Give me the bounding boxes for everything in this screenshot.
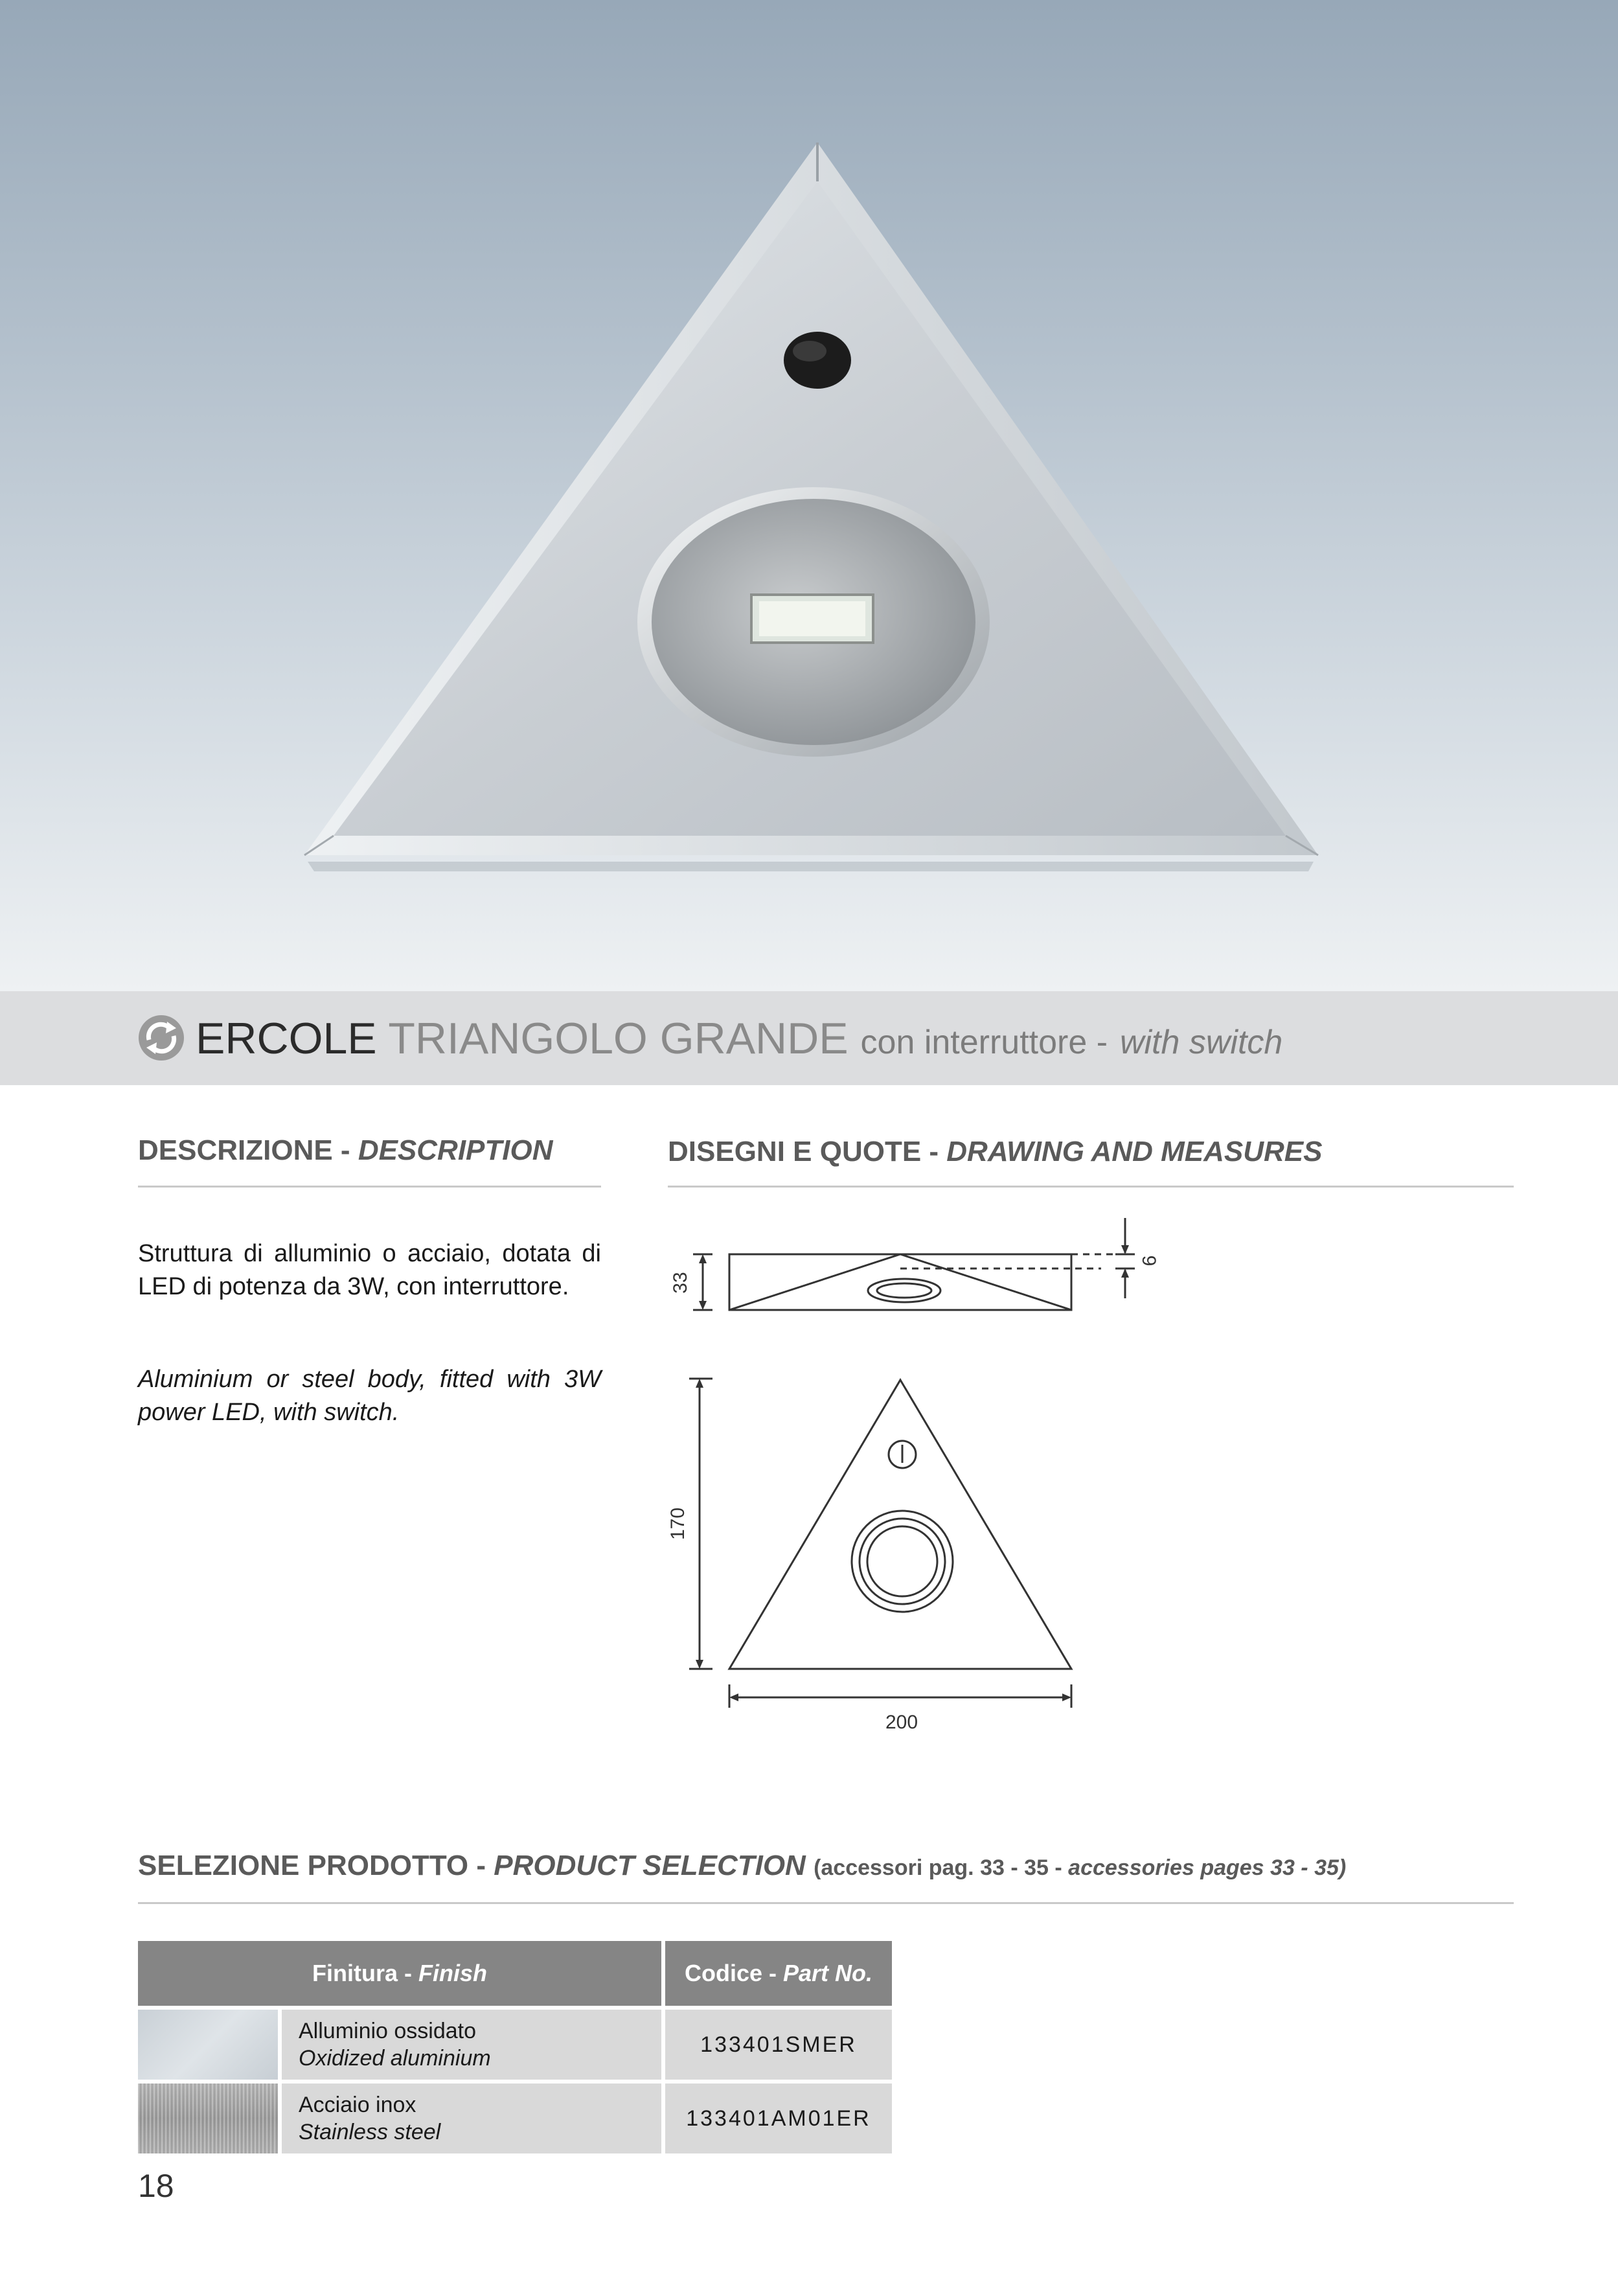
column-header-finish [138,1941,661,2006]
description-rule [138,1186,601,1188]
drawing-rule [668,1186,1514,1188]
dim-width-label: 200 [885,1712,918,1733]
finish-swatch-stainless [138,2084,278,2153]
product-table [134,1937,896,2157]
description-heading-en: DESCRIPTION [358,1134,553,1166]
column-header-code [665,1941,892,2006]
table-row [138,2084,892,2153]
finish-name-en: Oxidized aluminium [299,2046,491,2071]
description-heading-it: DESCRIZIONE - [138,1134,350,1166]
product-photo [0,0,1618,991]
finish-cell [282,2084,661,2153]
top-view-outline [729,1380,1071,1669]
product-title [196,1009,1282,1072]
dim-depth-label: 170 [667,1507,689,1541]
drawing-heading-it: DISEGNI E QUOTE - [668,1136,939,1167]
selection-heading-it: SELEZIONE PRODOTTO - [138,1850,486,1881]
title-band [0,991,1618,1085]
column-header-code-it: Codice - [684,1960,777,1986]
title-brand: ERCOLE [196,1014,377,1063]
drawing-heading [668,1134,1322,1170]
finish-swatch-aluminium [138,2010,278,2080]
dim-offset-label: 9 [1138,1255,1159,1267]
technical-drawing [648,1205,1179,1749]
drawing-heading-en: DRAWING AND MEASURES [946,1136,1323,1167]
finish-cell [282,2010,661,2080]
column-header-finish-it: Finitura - [312,1960,412,1986]
description-heading [138,1132,553,1169]
column-header-code-en: Part No. [783,1960,873,1986]
page-number: 18 [138,2168,174,2204]
table-row [138,2010,892,2080]
description-text-en: Aluminium or steel body, fitted with 3W power LED, with switch. [138,1366,601,1426]
selection-heading [138,1848,1346,1886]
part-number-cell: 133401SMER [665,2010,892,2080]
part-number-cell: 133401AM01ER [665,2084,892,2153]
title-it: con interruttore - [860,1024,1108,1061]
title-model: TRIANGOLO GRANDE [388,1014,849,1063]
recycle-arrows-icon [137,1014,185,1062]
selection-rule [138,1902,1514,1904]
column-header-finish-en: Finish [418,1960,487,1986]
finish-name-it: Acciaio inox [299,2093,416,2117]
finish-name-en: Stainless steel [299,2120,441,2144]
title-en: with switch [1119,1024,1283,1061]
selection-heading-en: PRODUCT SELECTION [494,1850,806,1881]
finish-name-it: Alluminio ossidato [299,2019,477,2043]
description-text-it: Struttura di alluminio o acciaio, dotata di LED di potenza da 3W, con interruttore. [138,1240,601,1300]
accessories-note-en: accessories pages 33 - 35) [1068,1855,1347,1880]
accessories-note [814,1855,1346,1880]
accessories-note-it: (accessori pag. 33 - 35 - [814,1855,1062,1880]
dim-height-label: 33 [670,1272,691,1294]
table-header-row [138,1941,892,2006]
